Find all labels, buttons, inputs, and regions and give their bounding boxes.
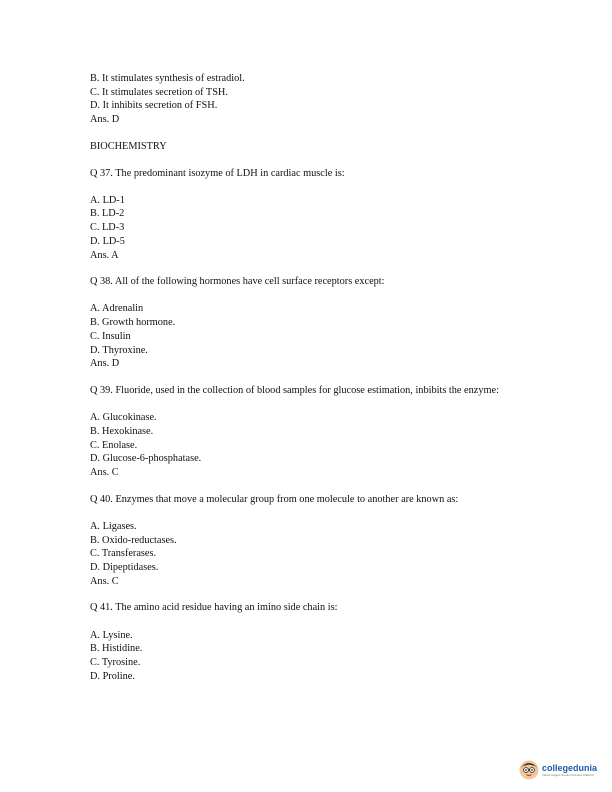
question-text: Q 40. Enzymes that move a molecular group from one molecule to another are known as: bbox=[90, 493, 459, 505]
answer: Ans. D bbox=[90, 358, 120, 370]
option-a: A. Lysine. bbox=[90, 629, 133, 641]
option-b: B. Hexokinase. bbox=[90, 425, 154, 437]
option-a: A. LD-1 bbox=[90, 194, 125, 206]
question-text: Q 41. The amino acid residue having an imino side chain is: bbox=[90, 602, 338, 614]
question-text: Q 38. All of the following hormones have cell surface receptors except: bbox=[90, 276, 385, 288]
question-text: Q 37. The predominant isozyme of LDH in cardiac muscle is: bbox=[90, 167, 345, 179]
option-b: B. Growth hormone. bbox=[90, 317, 176, 329]
option-a: A. Glucokinase. bbox=[90, 412, 157, 424]
option-b: B. LD-2 bbox=[90, 208, 125, 220]
option-c: C. It stimulates secretion of TSH. bbox=[90, 86, 228, 98]
option-b: B. Oxido-reductases. bbox=[90, 534, 177, 546]
option-c: C. LD-3 bbox=[90, 222, 125, 234]
option-b: B. Histidine. bbox=[90, 643, 143, 655]
option-c: C. Transferases. bbox=[90, 548, 157, 560]
option-d: D. Glucose-6-phosphatase. bbox=[90, 453, 202, 465]
answer: Ans. A bbox=[90, 249, 119, 261]
option-d: D. Proline. bbox=[90, 670, 135, 682]
option-c: C. Enolase. bbox=[90, 439, 138, 451]
section-heading: BIOCHEMISTRY bbox=[90, 140, 167, 152]
option-d: D. Thyroxine. bbox=[90, 344, 148, 356]
answer: Ans. C bbox=[90, 575, 119, 587]
option-d: D. It inhibits secretion of FSH. bbox=[90, 100, 218, 112]
answer: Ans. C bbox=[90, 466, 119, 478]
option-a: A. Ligases. bbox=[90, 520, 137, 532]
question-text: Q 39. Fluoride, used in the collection of blood samples for glucose estimation, inbibits the enzyme: bbox=[90, 384, 499, 396]
option-c: C. Insulin bbox=[90, 330, 131, 342]
collegedunia-logo bbox=[519, 760, 597, 780]
logo-name: collegedunia bbox=[542, 763, 598, 773]
answer: Ans. D bbox=[90, 114, 120, 126]
option-d: D. LD-5 bbox=[90, 235, 125, 247]
option-b: B. It stimulates synthesis of estradiol. bbox=[90, 73, 245, 84]
document-page bbox=[90, 72, 530, 683]
logo-tagline: India's largest Student Review Platform bbox=[542, 773, 595, 777]
option-d: D. Dipeptidases. bbox=[90, 561, 159, 573]
option-a: A. Adrenalin bbox=[90, 303, 144, 315]
mascot-icon bbox=[519, 760, 539, 780]
option-c: C. Tyrosine. bbox=[90, 657, 141, 668]
